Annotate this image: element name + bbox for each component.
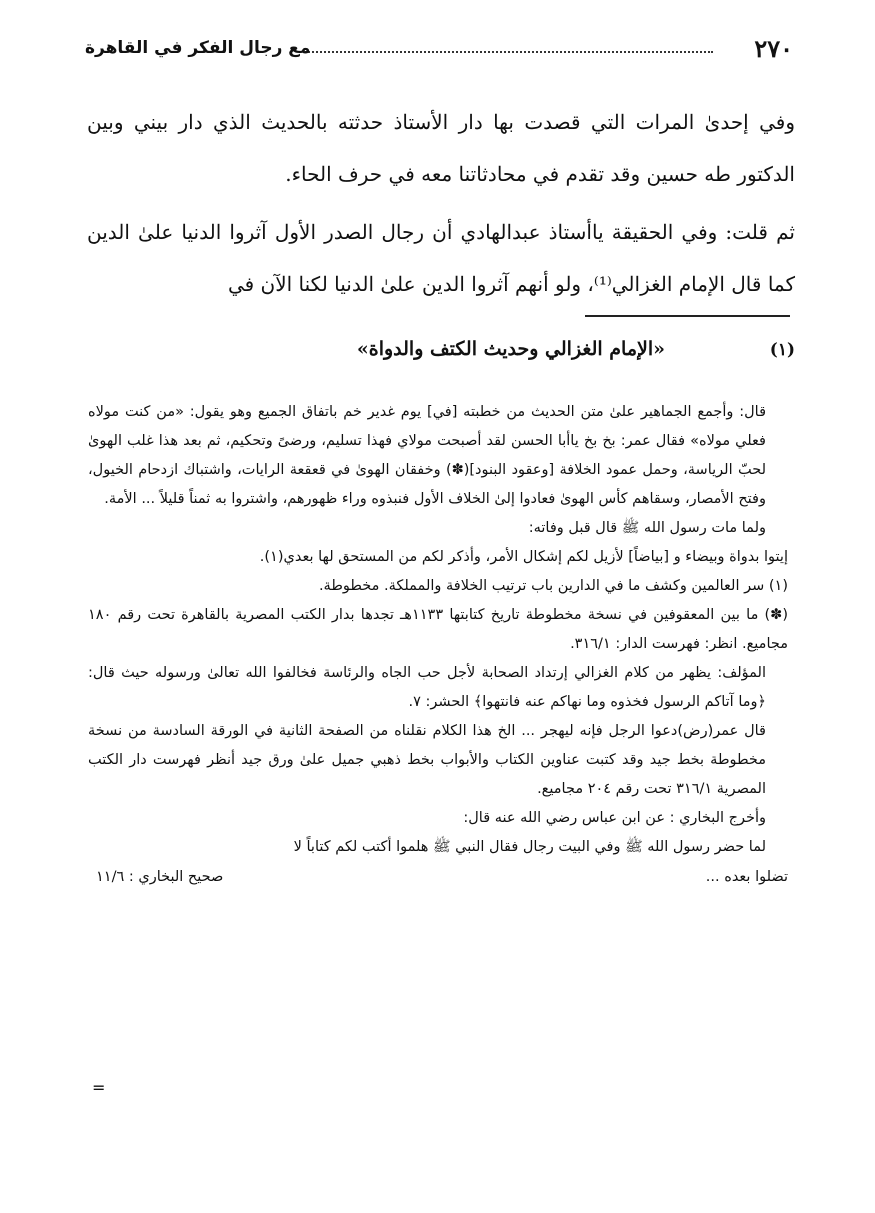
footnote-paragraph: قال: وأجمع الجماهير علىٰ متن الحديث من خطبته [في] يوم غدير خم باتفاق الجميع وهو يقول: «من كنت مولاه فعلي مولاه» فقال عمر: بخ بخ ياأبا الحسن لقد أصبحت مولاي فهذا تسليم، ورضىً وتحكيم، ثم بعد هذا غلب الهوىٰ لحبّ الرياسة، وحمل عمود الخلافة [وعقود البنود](✽) وخفقان الهوىٰ في قعقعة الرايات، واشتباك ازدحام الخيول، وفتح الأمصار، وسقاهم كأس الهوىٰ فعادوا إلىٰ الخلاف الأول فنبذوه وراء ظهورهم، واشتروا به ثمناً قليلاً ... الأمة. (88, 404, 766, 507)
main-paragraph: وفي إحدىٰ المرات التي قصدت بها دار الأستاذ حدثته بالحديث الذي دار بيني وبين الدكتور طه حسين وقد تقدم في محادثاتنا معه في حرف الحاء. (87, 110, 795, 186)
main-text (87, 96, 795, 316)
main-paragraph: ثم قلت: وفي الحقيقة ياأستاذ عبدالهادي أن رجال الصدر الأول آثروا الدنيا علىٰ الدين كما قال الإمام الغزالي⁽¹⁾، ولو أنهم آثروا الدين علىٰ الدنيا لكنا الآن في (87, 220, 795, 296)
hadith-line-end (88, 863, 788, 893)
page-number: ٢٧٠ (754, 34, 793, 63)
running-title: مع رجال الفكر في القاهرة (85, 38, 311, 58)
page-header (85, 30, 793, 70)
footnote-note: (✽) ما بين المعقوفين في نسخة مخطوطة تاريخ كتابتها ١١٣٣هـ تجدها بدار الكتب المصرية بالقاهرة تحت رقم ١٨٠ مجاميع. انظر: فهرست الدار: ٣١٦/١. (88, 607, 788, 652)
footnote-separator (585, 315, 790, 317)
hadith-continuation: تضلوا بعده ... (705, 869, 788, 885)
footnote-citation: (١) سر العالمين وكشف ما في الدارين باب ترتيب الخلافة والمملكة. مخطوطة. (318, 578, 788, 594)
footnote-paragraph: ولما مات رسول الله ﷺ قال قبل وفاته: (528, 520, 766, 536)
footnote-heading (95, 336, 795, 366)
footnote-paragraph: قال عمر(رض)دعوا الرجل فإنه ليهجر ... الخ هذا الكلام نقلناه من الصفحة الثانية في الورقة السادسة من نسخة مخطوطة بخط جيد وقد كتبت عناوين الكتاب والأبواب بخط ذهبي جميل علىٰ ورق جيد أنظر فهرست دار الكتب المصرية ٣١٦/١ تحت رقم ٢٠٤ مجاميع. (88, 723, 766, 797)
footnote-number: (١) (769, 340, 795, 360)
footnote-paragraph: إيتوا بدواة وبيضاء و [بياضاً] لأزيل لكم إشكال الأمر، وأذكر لكم من المستحق لها بعدي(١). (259, 549, 788, 565)
hadith-line (88, 833, 788, 863)
footnote-title: «الإمام الغزالي وحديث الكتف والدواة» (356, 338, 665, 360)
footnote-paragraph: المؤلف: يظهر من كلام الغزالي إرتداد الصحابة لأجل حب الجاه والرئاسة فخالفوا الله تعالىٰ ورسوله حيث قال: ﴿وما آتاكم الرسول فخذوه وما نهاكم عنه فانتهوا﴾ الحشر: ٧. (88, 665, 766, 710)
header-leader-dots (305, 51, 713, 53)
footnotes (88, 398, 788, 893)
continuation-mark: = (92, 1078, 106, 1097)
hadith-source: صحيح البخاري : ١١/٦ (96, 869, 224, 885)
footnote-paragraph: وأخرج البخاري : عن ابن عباس رضي الله عنه قال: (463, 810, 766, 826)
hadith-text: لما حضر رسول الله ﷺ وفي البيت رجال فقال النبي ﷺ هلموا أكتب لكم كتاباً لا (293, 839, 766, 855)
